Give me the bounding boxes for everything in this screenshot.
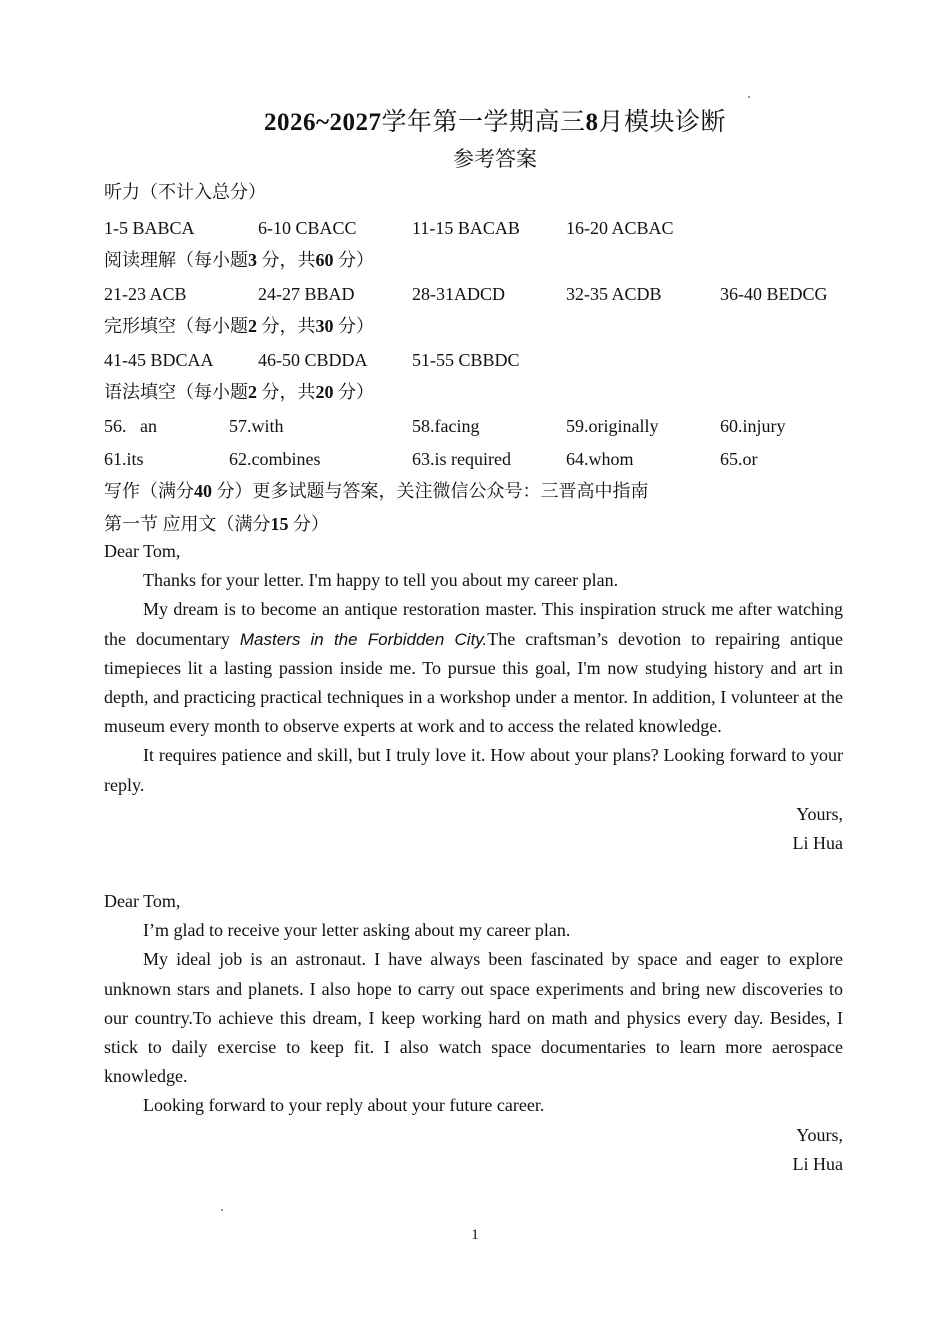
letter-paragraph: Looking forward to your reply about your future career. xyxy=(143,1095,545,1116)
answer-cell: 56. an xyxy=(104,416,157,436)
heading-total: 60 xyxy=(315,250,334,270)
cloze-answers-row xyxy=(0,348,950,372)
answer-cell: 6-10 CBACC xyxy=(258,218,357,238)
heading-total: 40 xyxy=(194,481,212,501)
paragraph-text: My dream is to become an antique restoration master. This inspiration struck me after watching the documentary xyxy=(104,599,843,649)
grammar-answers-row xyxy=(0,414,950,438)
grammar-heading xyxy=(104,380,374,404)
answer-cell: 21-23 ACB xyxy=(104,284,187,304)
letter-paragraph: I’m glad to receive your letter asking about my career plan. xyxy=(143,920,571,941)
answer-cell: 32-35 ACDB xyxy=(566,284,662,304)
answer-cell: 61.its xyxy=(104,449,144,469)
letter-paragraph xyxy=(104,595,843,741)
answer-cell: 36-40 BEDCG xyxy=(720,284,828,304)
page-subtitle: 参考答案 xyxy=(453,147,537,171)
cloze-heading xyxy=(104,314,374,338)
heading-points: 2 xyxy=(248,316,257,336)
writing-section-heading xyxy=(104,512,329,536)
sample-letter-2 xyxy=(104,887,843,1179)
reading-heading xyxy=(104,248,374,272)
title-end: 月模块诊断 xyxy=(598,109,727,136)
title-mid: 学年第一学期高三 xyxy=(381,109,586,136)
heading-text: 分） xyxy=(338,382,374,402)
sample-letter-1 xyxy=(104,537,843,858)
paragraph-text: The craftsman’s devotion to repairing antique timepieces lit a lasting passion inside me. To pursue this goal, I'm now studying history and art in depth, and practicing practical techniques in a workshop under a mentor. In addition, I volunteer at the museum every month to observe experts at work and to access the related knowledge. xyxy=(104,628,843,737)
answer-cell: 24-27 BBAD xyxy=(258,284,355,304)
page-title xyxy=(0,106,950,140)
answer-cell: 65.or xyxy=(720,449,758,469)
page-number: 1 xyxy=(471,1227,479,1243)
answer-cell: 41-45 BDCAA xyxy=(104,350,214,370)
title-month: 8 xyxy=(585,109,599,136)
heading-points: 3 xyxy=(248,250,257,270)
letter-greeting: Dear Tom, xyxy=(104,541,181,561)
heading-text: 阅读理解（每小题 xyxy=(104,250,248,270)
answer-cell: 51-55 CBBDC xyxy=(412,350,520,370)
answer-cell: 64.whom xyxy=(566,449,634,469)
letter-paragraph: It requires patience and skill, but I truly love it. How about your plans? Looking forward to your reply. xyxy=(104,745,843,795)
heading-text: 第一节 应用文（满分 xyxy=(104,514,271,534)
heading-text: 完形填空（每小题 xyxy=(104,316,248,336)
heading-text: 分）更多试题与答案，关注微信公众号：三晋高中指南 xyxy=(216,481,649,501)
heading-text: 分，共 xyxy=(261,382,316,402)
grammar-answers-row xyxy=(0,447,950,471)
answer-cell: 60.injury xyxy=(720,416,786,436)
answer-cell: 57.with xyxy=(229,416,284,436)
title-years: 2026~2027 xyxy=(263,109,382,136)
answer-cell: 1-5 BABCA xyxy=(104,218,195,238)
letter-paragraph: My ideal job is an astronaut. I have always been fascinated by space and eager to explore unknown stars and planets. I also hope to carry out space experiments and bring new discoveries to our country.To achieve this dream, I keep working hard on math and physics every day. Besides, I stick to daily exercise to keep fit. I also watch space documentaries to learn more aerospace knowledge. xyxy=(104,949,843,1087)
reading-answers-row xyxy=(0,282,950,306)
letter-closing: Yours, xyxy=(796,1124,843,1145)
answer-cell: 11-15 BACAB xyxy=(412,218,520,238)
heading-text: 分，共 xyxy=(261,250,316,270)
stray-dot-mark xyxy=(748,96,750,98)
letter-greeting: Dear Tom, xyxy=(104,891,181,911)
heading-text: 写作（满分 xyxy=(104,481,194,501)
heading-text: 分） xyxy=(338,316,374,336)
letter-signature: Li Hua xyxy=(792,1153,843,1174)
documentary-title: Masters in the Forbidden City. xyxy=(239,629,488,649)
heading-text: 语法填空（每小题 xyxy=(104,382,248,402)
answer-cell: 28-31ADCD xyxy=(412,284,505,304)
listening-answers-row xyxy=(0,216,950,240)
letter-signature: Li Hua xyxy=(792,833,843,854)
writing-heading xyxy=(104,479,649,503)
letter-paragraph: Thanks for your letter. I'm happy to tell you about my career plan. xyxy=(143,570,619,591)
answer-cell: 63.is required xyxy=(412,449,511,469)
heading-text: 分，共 xyxy=(261,316,316,336)
heading-total: 30 xyxy=(315,316,334,336)
listening-heading: 听力（不计入总分） xyxy=(104,182,266,202)
answer-cell: 58.facing xyxy=(412,416,480,436)
letter-closing: Yours, xyxy=(796,803,843,824)
heading-points: 2 xyxy=(248,382,257,402)
answer-cell: 59.originally xyxy=(566,416,659,436)
stray-dot-mark xyxy=(221,1209,223,1211)
answer-cell: 46-50 CBDDA xyxy=(258,350,368,370)
heading-text: 分） xyxy=(338,250,374,270)
heading-total: 20 xyxy=(315,382,334,402)
heading-total: 15 xyxy=(270,514,289,534)
heading-text: 分） xyxy=(293,514,329,534)
answer-cell: 16-20 ACBAC xyxy=(566,218,674,238)
answer-cell: 62.combines xyxy=(229,449,321,469)
